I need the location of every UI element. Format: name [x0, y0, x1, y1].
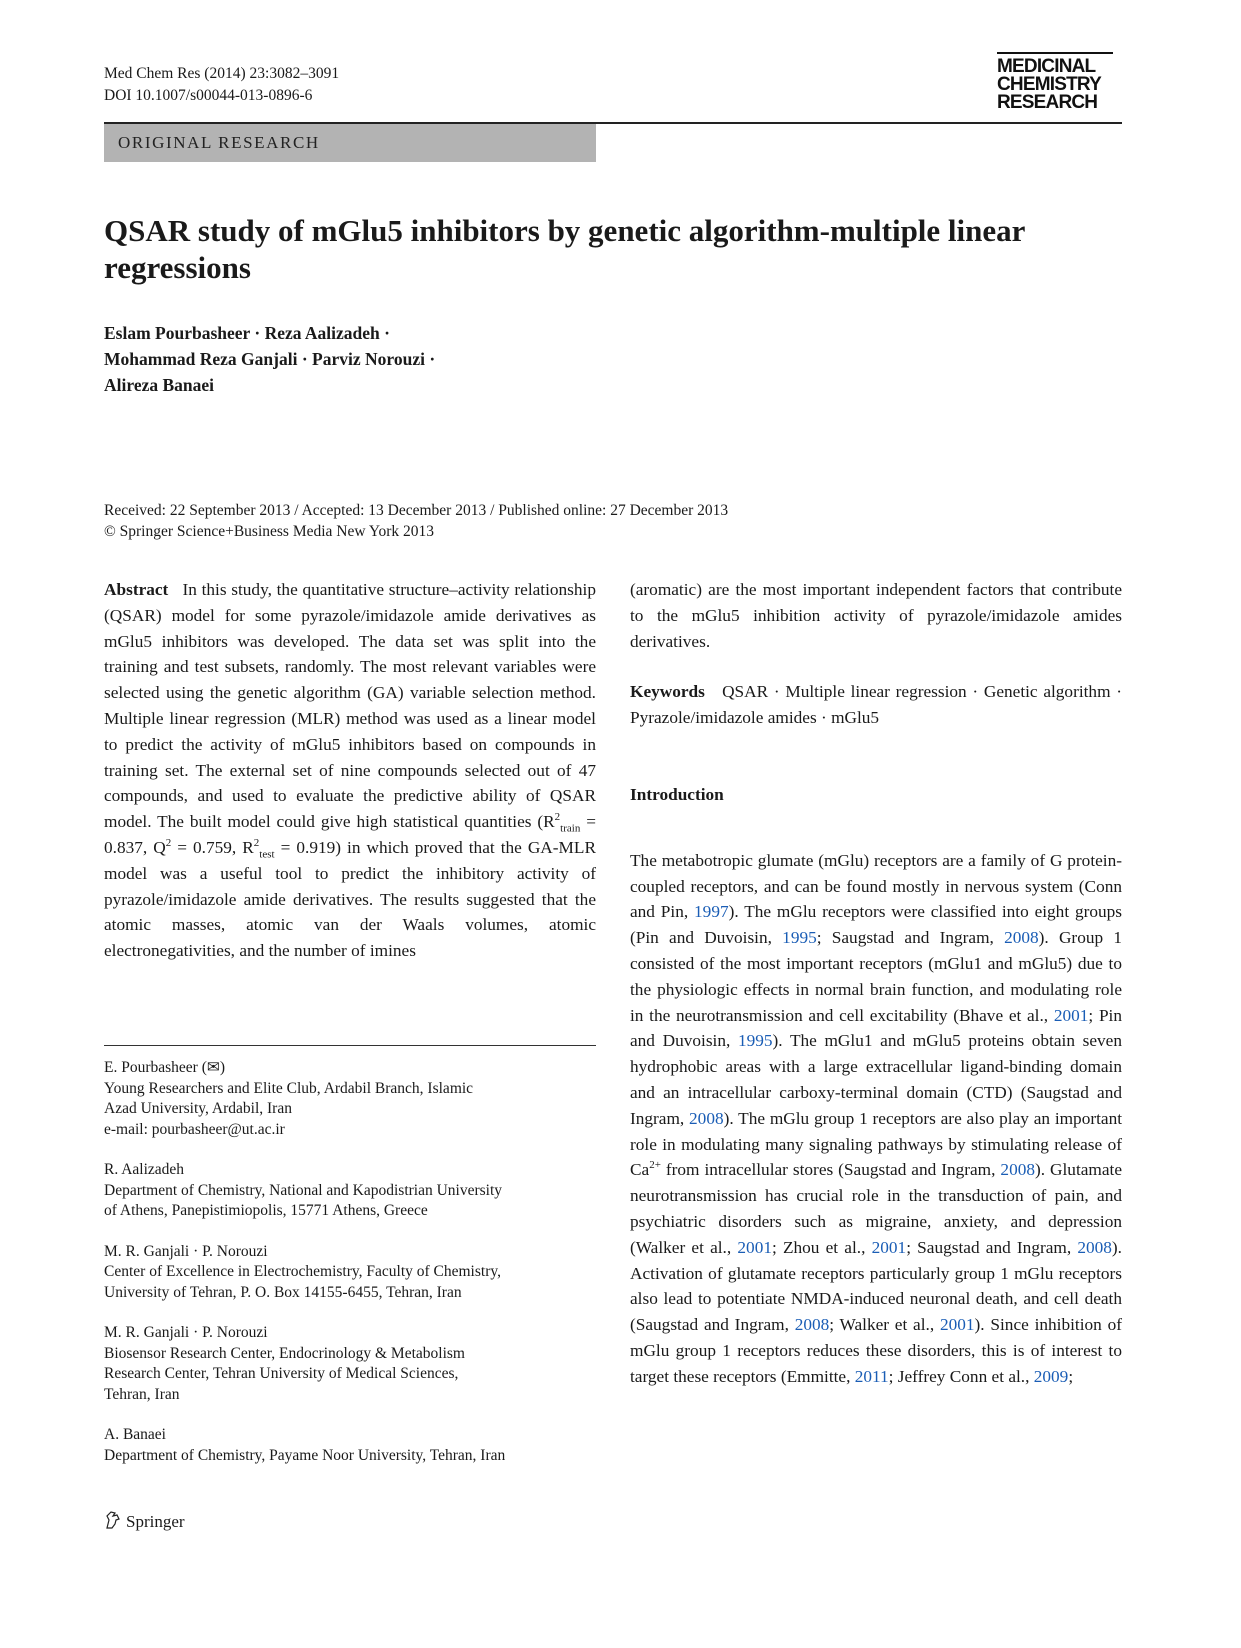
sup: 2 — [554, 811, 561, 824]
affiliation-line: Azad University, Ardabil, Iran — [104, 1100, 292, 1117]
citation-link[interactable]: 2001 — [871, 1237, 907, 1257]
abstract-continued: (aromatic) are the most important independent factors that contribute to the mGlu5 inhibition activity of pyrazole/imidazole amides derivatives. — [630, 580, 1122, 651]
affiliation — [104, 1323, 596, 1405]
footnote-rule — [104, 1045, 596, 1046]
intro-text: from intracellular stores (Saugstad and Ingram, — [660, 1160, 1001, 1180]
intro-text: ). Glutamate neurotransmission has crucial role in the transduction of pain, and psychiatric disorders such as migraine, anxiety, and depression (Walker et al., — [630, 1160, 1123, 1257]
affiliation — [104, 1242, 596, 1304]
author-list — [104, 320, 435, 398]
intro-text: ). The mGlu1 and mGlu5 proteins obtain seven hydrophobic areas with a large extracellular ligand-binding domain and an intracellular carboxy-terminal domain (CTD) (Saugstad and Ingram, — [630, 1031, 1122, 1128]
intro-text: ). The mGlu receptors were classified into eight groups (Pin and Duvoisin, — [630, 902, 1123, 948]
citation-link[interactable]: 1995 — [737, 1031, 773, 1051]
affiliation-name: A. Banaei — [104, 1426, 166, 1443]
intro-text: ; Zhou et al., — [771, 1237, 872, 1257]
affiliation-name: M. R. Ganjali · P. Norouzi — [104, 1242, 268, 1260]
abstract-text: = 0.837, Q — [104, 812, 596, 857]
citation-link[interactable]: 2008 — [1004, 928, 1039, 948]
sup: 2 — [253, 837, 260, 850]
affiliation-line: Center of Excellence in Electrochemistry, Faculty of Chemistry, — [104, 1263, 501, 1280]
citation-link[interactable]: 2008 — [794, 1315, 830, 1335]
author-line: Alireza Banaei — [104, 375, 215, 395]
affiliation-line: Tehran, Iran — [104, 1385, 180, 1403]
affiliation-line: Young Researchers and Elite Club, Ardabil Branch, Islamic — [104, 1079, 474, 1097]
article-title: QSAR study of mGlu5 inhibitors by genetic algorithm-multiple linear regressions — [104, 213, 1025, 285]
intro-text: ). Activation of glutamate receptors particularly group 1 mGlu receptors also lead to potentiate NMDA-induced neuronal death, and cell death (Saugstad and Ingram, — [630, 1237, 1122, 1335]
abstract-text: = 0.759, R — [171, 837, 254, 857]
dates-line: Received: 22 September 2013 / Accepted: 13 December 2013 / Published online: 27 December 2013 — [104, 502, 729, 519]
intro-text: ; — [1068, 1366, 1074, 1386]
abstract-column — [104, 577, 596, 964]
abstract-label: Abstract — [104, 580, 169, 599]
affiliation — [104, 1425, 596, 1466]
affiliation-line: University of Tehran, P. O. Box 14155-6455, Tehran, Iran — [104, 1283, 462, 1301]
affiliation-line: Department of Chemistry, National and Kapodistrian University — [104, 1181, 503, 1199]
intro-text: The metabotropic glumate (mGlu) receptors are a family of G protein-coupled receptors, and can be found mostly in nervous system (Conn and Pin, — [630, 850, 1122, 922]
intro-text: ; Walker et al., — [829, 1315, 940, 1335]
citation-link[interactable]: 2008 — [1077, 1237, 1112, 1257]
logo-line: MEDICINAL — [997, 56, 1096, 77]
intro-text: ). Since inhibition of mGlu group 1 receptors reduces these disorders, this is of interest to target these receptors (Emmitte, — [630, 1315, 1122, 1386]
affiliation — [104, 1160, 596, 1222]
intro-text: ; Pin and Duvoisin, — [630, 1005, 1122, 1051]
abstract — [104, 577, 596, 964]
citation-link[interactable]: 2011 — [854, 1366, 889, 1386]
intro-text: ; Saugstad and Ingram, — [906, 1237, 1078, 1257]
section-tag: ORIGINAL RESEARCH — [104, 124, 596, 162]
logo-line: RESEARCH — [997, 92, 1098, 113]
citation-link[interactable]: 1997 — [694, 902, 729, 922]
copyright-line: © Springer Science+Business Media New York 2013 — [104, 523, 435, 540]
affiliation-line: Research Center, Tehran University of Medical Sciences, — [104, 1365, 459, 1382]
affiliation-line: e-mail: pourbasheer@ut.ac.ir — [104, 1120, 285, 1138]
logo-bar — [997, 52, 1113, 54]
affiliation-name: E. Pourbasheer (✉) — [104, 1059, 226, 1076]
keywords-text: QSAR · Multiple linear regression · Genetic algorithm · Pyrazole/imidazole amides · mGlu5 — [630, 682, 1122, 728]
citation-link[interactable]: 2009 — [1033, 1366, 1069, 1386]
citation-link[interactable]: 2008 — [1000, 1160, 1035, 1180]
intro-text: ; Saugstad and Ingram, — [816, 928, 1005, 948]
author-line: Eslam Pourbasheer · Reza Aalizadeh · — [104, 323, 390, 343]
publication-dates — [104, 500, 728, 542]
intro-text: ; Jeffrey Conn et al., — [888, 1366, 1034, 1386]
introduction-heading: Introduction — [630, 784, 724, 804]
sub: train — [560, 822, 581, 835]
citation-journal: Med Chem Res (2014) 23:3082–3091 — [104, 65, 340, 82]
sup: 2 — [165, 837, 172, 850]
publisher-logo — [104, 1510, 185, 1532]
sub: test — [259, 848, 275, 861]
citation-link[interactable]: 1995 — [782, 928, 817, 948]
citation-link[interactable]: 2008 — [689, 1108, 724, 1128]
publisher-name: Springer — [126, 1512, 185, 1531]
affiliation-name: M. R. Ganjali · P. Norouzi — [104, 1324, 268, 1341]
intro-text: ). Group 1 consisted of the most important receptors (mGlu1 and mGlu5) due to the physiologic effects in normal brain function, and modulating role in the neurotransmission and cell excitability (Bhave et al., — [630, 928, 1122, 1025]
sup: 2+ — [649, 1159, 661, 1172]
introduction-body — [630, 848, 1122, 1390]
affiliation-name: R. Aalizadeh — [104, 1161, 185, 1178]
abstract-text: = 0.919) in which proved that the GA-MLR model was a useful tool to predict the inhibitory activity of pyrazole/imidazole amide derivatives. The results suggested that the atomic masses, atomic van der Waals volumes, atomic electronegativities, and the number of imines — [104, 837, 596, 961]
affiliations — [104, 1058, 596, 1486]
keywords — [630, 679, 1122, 731]
affiliation-line: Department of Chemistry, Payame Noor University, Tehran, Iran — [104, 1446, 506, 1464]
citation-header — [104, 63, 339, 107]
citation-link[interactable]: 2001 — [737, 1237, 772, 1257]
affiliation-line: Biosensor Research Center, Endocrinology & Metabolism — [104, 1344, 465, 1362]
citation-link[interactable]: 2001 — [939, 1315, 975, 1335]
author-line: Mohammad Reza Ganjali · Parviz Norouzi · — [104, 349, 436, 369]
affiliation-line: of Athens, Panepistimiopolis, 15771 Athens, Greece — [104, 1202, 428, 1219]
journal-logo — [997, 52, 1113, 112]
right-column — [630, 577, 1122, 1390]
affiliation — [104, 1058, 596, 1140]
keywords-label: Keywords — [630, 682, 705, 702]
logo-line: CHEMISTRY — [997, 74, 1101, 95]
abstract-text: In this study, the quantitative structure–activity relationship (QSAR) model for some pyrazole/imidazole amide derivatives as mGlu5 inhibitors was developed. The data set was split into the training and test subsets, randomly. The most relevant variables were selected using the genetic algorithm (GA) variable selection method. Multiple linear regression (MLR) method was used as a linear model to predict the activity of mGlu5 inhibitors based on compounds in training set. The external set of nine compounds selected out of 47 compounds, and used to evaluate the predictive ability of QSAR model. The built model could give high statistical quantities (R — [104, 580, 596, 832]
intro-text: ). The mGlu group 1 receptors are also play an important role in modulating many signaling pathways by stimulating release of Ca — [630, 1108, 1123, 1180]
citation-doi: DOI 10.1007/s00044-013-0896-6 — [104, 87, 313, 104]
citation-link[interactable]: 2001 — [1053, 1005, 1089, 1025]
springer-horse-icon — [104, 1510, 122, 1530]
